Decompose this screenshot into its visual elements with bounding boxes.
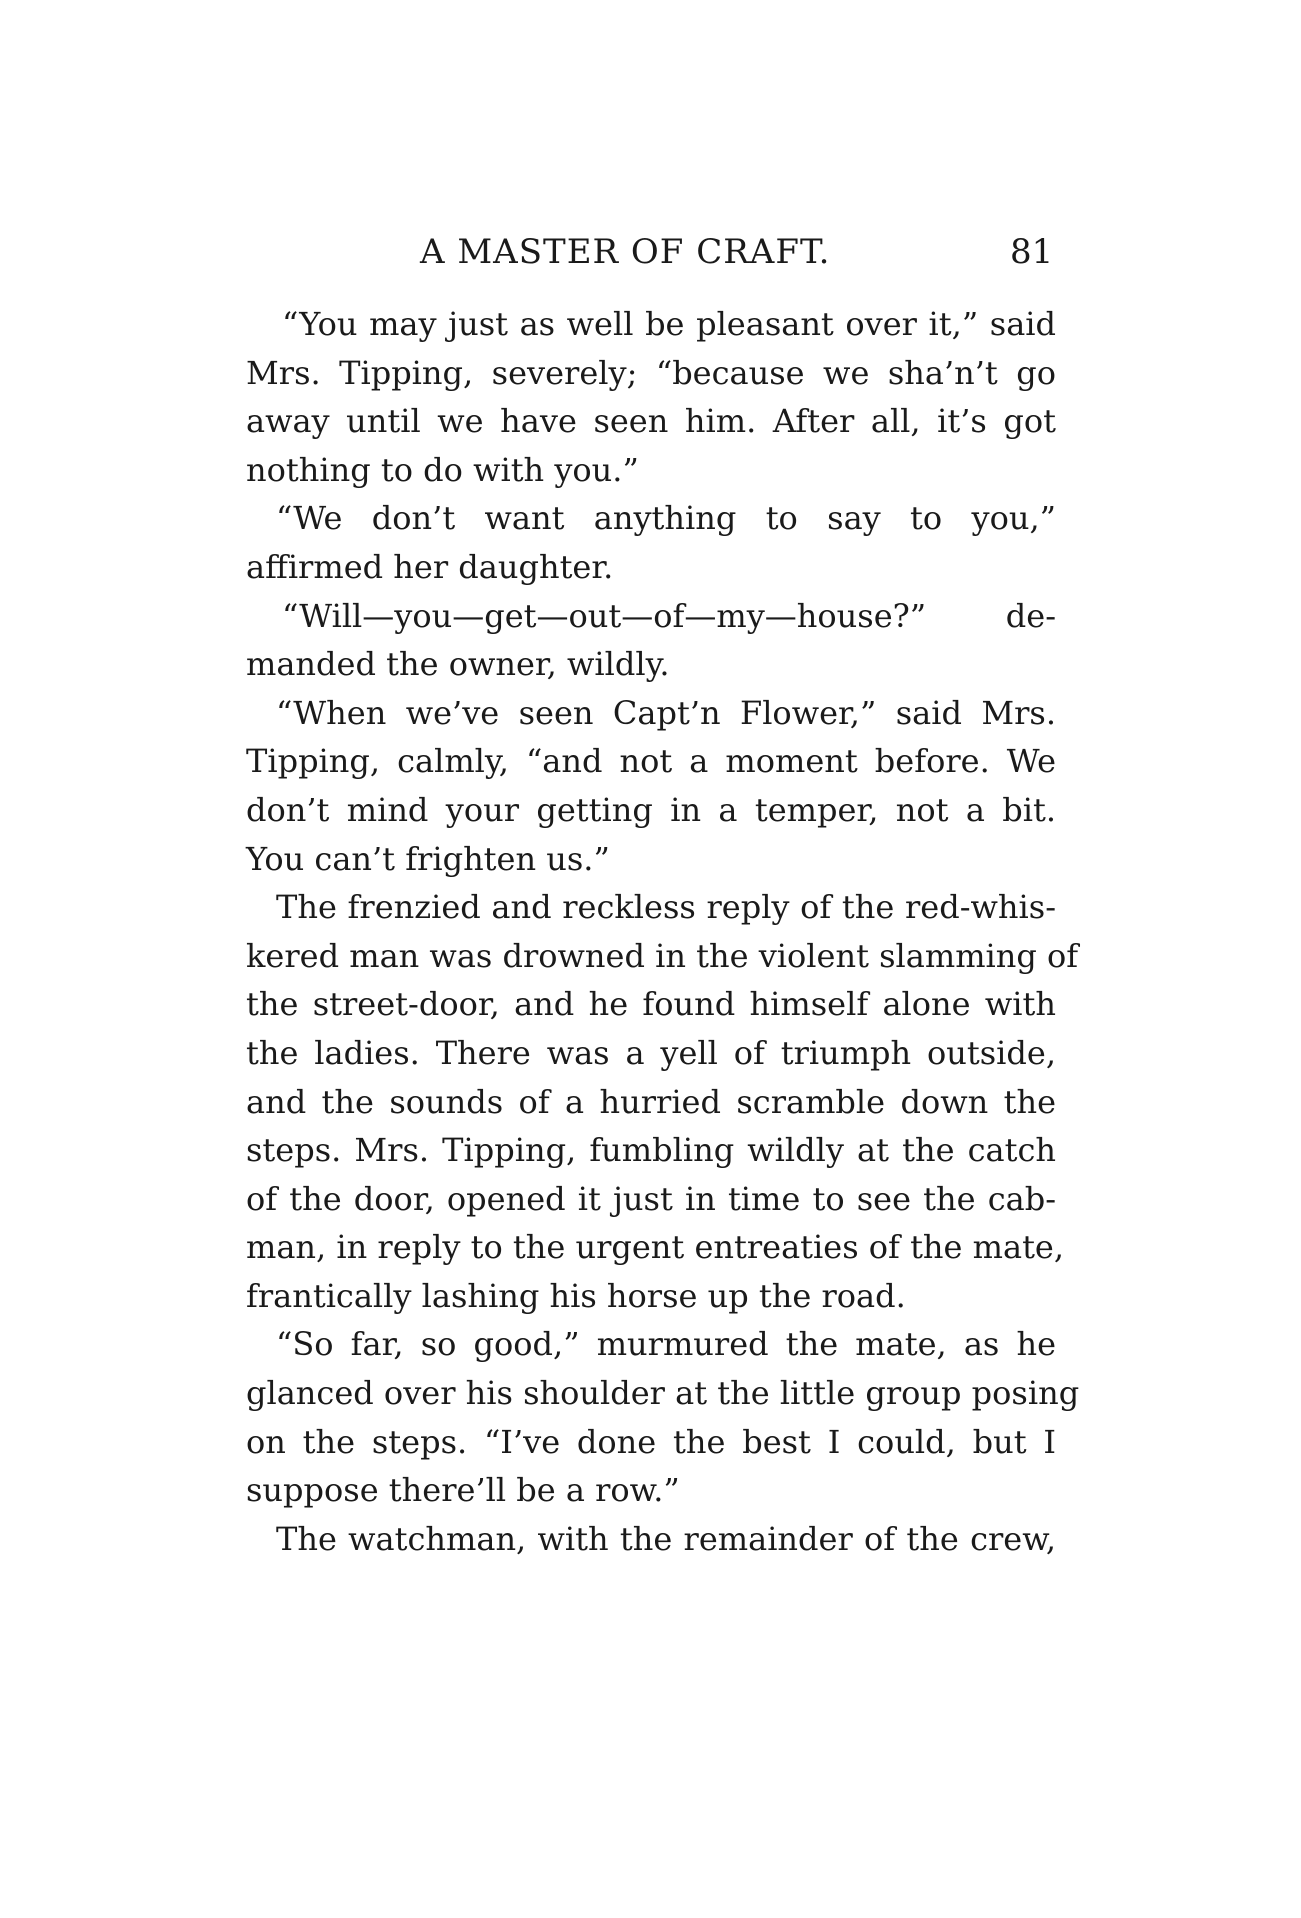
- text-line: don’t mind your getting in a temper, not a bit.: [246, 790, 1056, 829]
- running-head: [420, 232, 1070, 282]
- text-line: and the sounds of a hurried scramble down the: [246, 1082, 1056, 1121]
- text-line: frantically lashing his horse up the road.: [246, 1276, 906, 1315]
- text-line: Tipping, calmly, “and not a moment before. We: [246, 742, 1056, 781]
- text-line: “When we’ve seen Capt’n Flower,” said Mrs.: [276, 693, 1056, 732]
- text-line: the ladies. There was a yell of triumph outside,: [246, 1033, 1056, 1072]
- text-line: kered man was drowned in the violent slamming of: [246, 936, 1079, 975]
- text-line: on the steps. “I’ve done the best I could, but I: [246, 1422, 1056, 1461]
- text-line: The watchman, with the remainder of the crew,: [276, 1519, 1056, 1558]
- text-line: The frenzied and reckless reply of the red-whis-: [276, 888, 1056, 927]
- text-line: “You may just as well be pleasant over it,” said: [282, 305, 1056, 343]
- text-line: “So far, so good,” murmured the mate, as he: [276, 1325, 1056, 1364]
- text-line: “We don’t want anything to say to you,”: [276, 499, 1056, 538]
- text-line: the street-door, and he found himself alone with: [246, 985, 1056, 1024]
- text-line: Mrs. Tipping, severely; “because we sha’n’t go: [246, 353, 1056, 392]
- text-line: glanced over his shoulder at the little group posing: [246, 1374, 1080, 1413]
- text-line: affirmed her daughter.: [246, 547, 614, 586]
- text-line: nothing to do with you.”: [246, 450, 639, 489]
- running-title: A MASTER OF CRAFT.: [420, 232, 831, 272]
- text-line: of the door, opened it just in time to see the cab-: [246, 1179, 1056, 1218]
- text-line: manded the owner, wildly.: [246, 645, 670, 684]
- page-number: 81: [1010, 232, 1054, 272]
- text-line: suppose there’ll be a row.”: [246, 1471, 680, 1510]
- text-line: steps. Mrs. Tipping, fumbling wildly at the catch: [246, 1131, 1056, 1170]
- body-text: [246, 300, 1080, 1563]
- text-line: “Will—you—get—out—of—my—house?” de-: [282, 596, 1056, 635]
- text-line: man, in reply to the urgent entreaties of the mate,: [246, 1228, 1065, 1267]
- text-line: away until we have seen him. After all, it’s got: [246, 402, 1056, 441]
- text-line: You can’t frighten us.”: [246, 839, 610, 878]
